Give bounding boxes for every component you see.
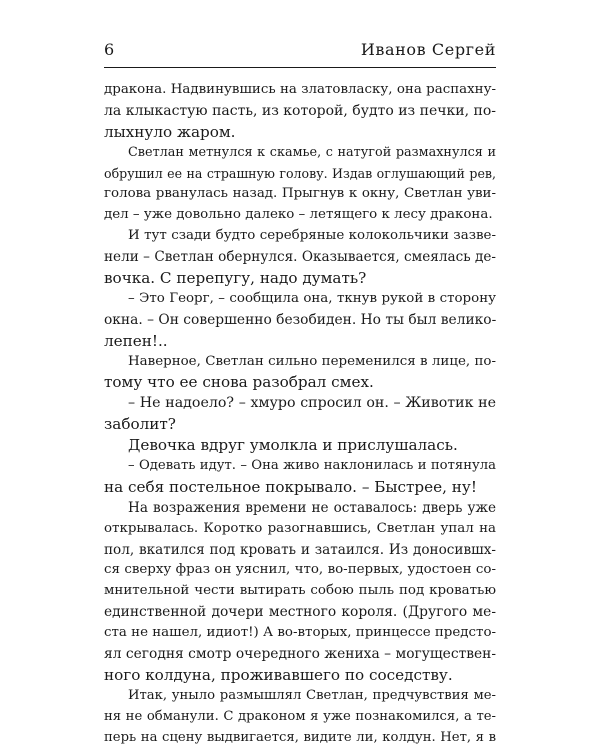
text-line: перь на сцену выдвигается, видите ли, колдун. Нет, я в (104, 729, 496, 745)
text-line: мнительной чести вытирать собою пыль под кроватью (104, 583, 496, 599)
text-line: на себя постельное покрывало. – Быстрее, ну! (104, 477, 477, 496)
text-line: ся сверху фраз он уяснил, что, во-первых, удостоен со- (104, 562, 496, 578)
text-line: Девочка вдруг умолкла и прислушалась. (128, 436, 458, 455)
text-line: заболит? (104, 415, 176, 434)
text-line: обрушил ее на страшную голову. Издав оглушающий рев, (104, 165, 496, 181)
page-header (104, 40, 496, 64)
body-text (104, 80, 496, 749)
text-line: ял сегодня смотр очередного жениха – могуществен- (104, 646, 496, 663)
text-line: Итак, уныло размышлял Светлан, предчувствия ме- (128, 687, 496, 703)
text-line: ста не нашел, идиот!) А во-вторых, принцессе предсто- (104, 625, 496, 641)
text-line: тому что ее снова разобрал смех. (104, 373, 374, 392)
text-line: Наверное, Светлан сильно переменился в лице, по- (128, 353, 496, 369)
text-line: – Одевать идут. – Она живо наклонилась и потянула (128, 458, 496, 474)
running-head-author: Иванов Сергей (360, 40, 496, 59)
text-line: нели – Светлан обернулся. Оказывается, смеялась де- (104, 249, 496, 266)
text-line: ня не обманули. С драконом я уже познакомился, а те- (104, 708, 496, 724)
text-line: Светлан метнулся к скамье, с натугой размахнулся и (128, 144, 496, 160)
text-line: На возражения времени не оставалось: дверь уже (128, 499, 496, 516)
text-line: ного колдуна, проживавшего по соседству. (104, 665, 453, 684)
text-line: – Не надоело? – хмуро спросил он. – Животик не (128, 395, 496, 412)
text-line: ла клыкастую пасть, из которой, будто из печки, по- (104, 102, 496, 119)
text-line: И тут сзади будто серебряные колокольчики зазве- (128, 228, 496, 244)
text-line: дел – уже довольно далеко – летящего к лесу дракона. (104, 207, 493, 223)
text-line: дракона. Надвинувшись на златовласку, она распахну- (104, 82, 496, 97)
header-rule (104, 67, 496, 68)
text-line: пол, вкатился под кровать и затаился. Из доносившх- (104, 541, 496, 558)
text-line: лыхнуло жаром. (104, 122, 236, 141)
text-line: – Это Георг, – сообщила она, ткнув рукой в сторону (128, 290, 496, 306)
text-line: открывалась. Коротко разогнавшись, Светлан упал на (104, 520, 496, 536)
text-line: единственной дочери местного короля. (Другого ме- (104, 604, 496, 621)
text-line: вочка. С перепугу, надо думать? (104, 269, 367, 288)
text-line: окна. – Он совершенно безобиден. Но ты был велико- (104, 311, 496, 328)
text-line: лепен!.. (104, 331, 168, 350)
page-number: 6 (104, 40, 115, 59)
text-line: голова рванулась назад. Прыгнув к окну, Светлан уви- (104, 186, 496, 202)
